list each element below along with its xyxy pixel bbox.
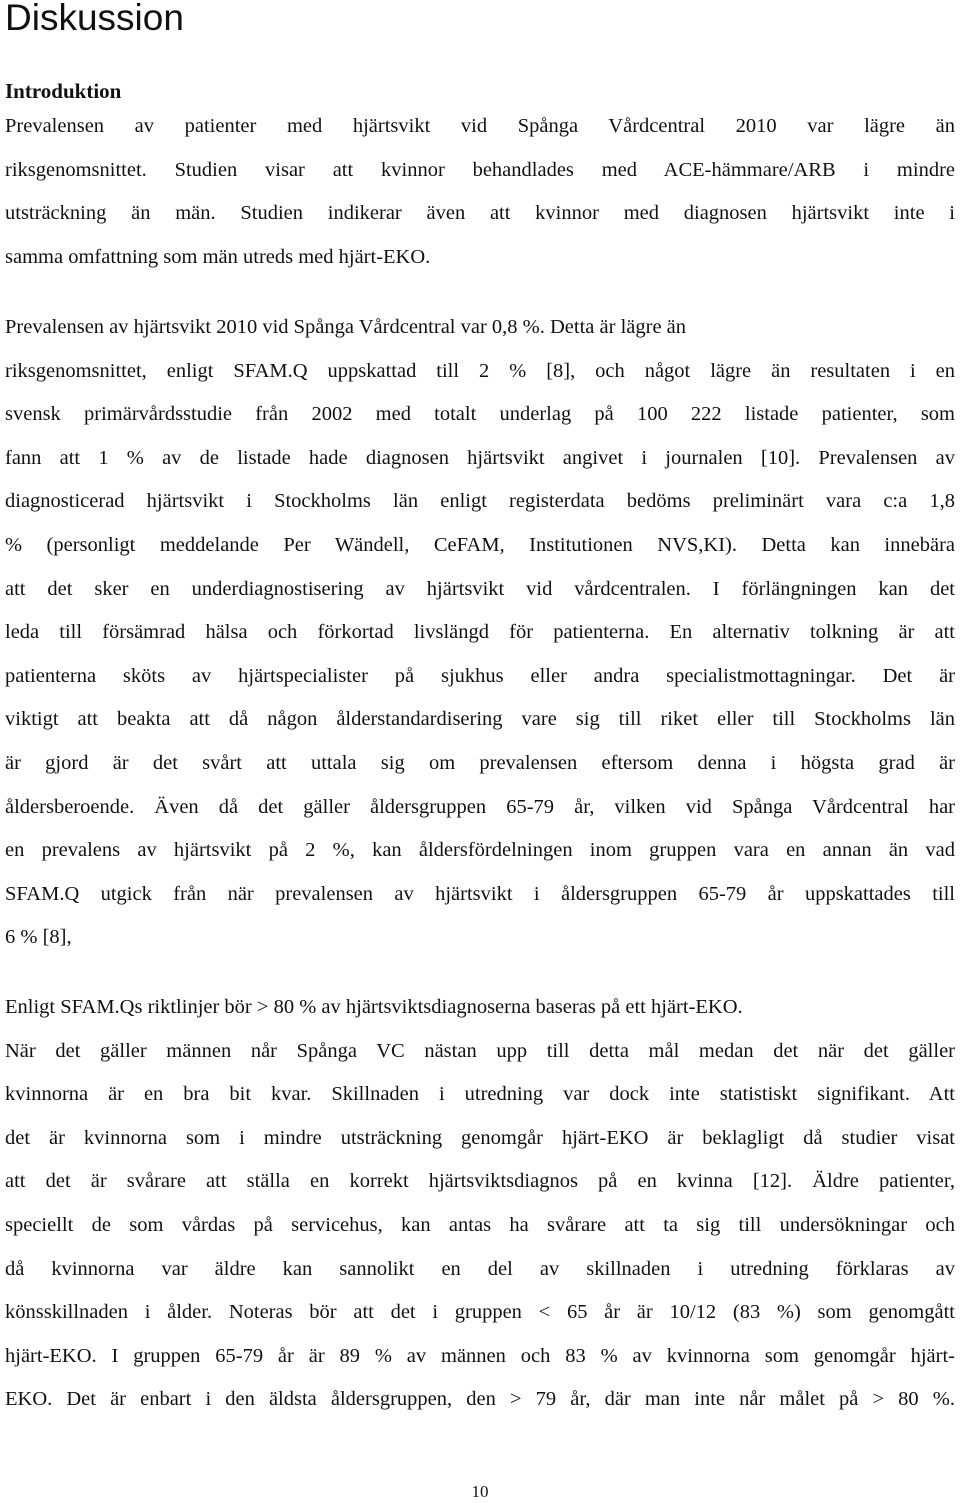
paragraph-2 xyxy=(5,306,955,960)
paragraph-line: samma omfattning som män utreds med hjärt-EKO. xyxy=(5,245,431,268)
paragraph-line: När det gäller männen når Spånga VC nästan upp till detta mål medan det när det gäller xyxy=(5,1039,955,1062)
paragraph-line: att det är svårare att ställa en korrekt hjärtsviktsdiagnos på en kvinna [12]. Äldre patienter, xyxy=(5,1170,955,1193)
paragraph-line: svensk primärvårdsstudie från 2002 med totalt underlag på 100 222 listade patienter, som xyxy=(5,403,955,426)
paragraph-line: fann att 1 % av de listade hade diagnosen hjärtsvikt angivet i journalen [10]. Prevalensen av xyxy=(5,446,955,469)
paragraph-line: kvinnorna är en bra bit kvar. Skillnaden i utredning var dock inte statistiskt signifikant. Att xyxy=(5,1083,955,1106)
paragraph-line: utsträckning än män. Studien indikerar även att kvinnor med diagnosen hjärtsvikt inte i xyxy=(5,202,955,225)
paragraph-line: leda till försämrad hälsa och förkortad livslängd för patienterna. En alternativ tolkning är att xyxy=(5,621,955,644)
paragraph-line: åldersberoende. Även då det gäller åldersgruppen 65-79 år, vilken vid Spånga Vårdcentral har xyxy=(5,795,955,818)
paragraph-line: riksgenomsnittet. Studien visar att kvinnor behandlades med ACE-hämmare/ARB i mindre xyxy=(5,158,955,181)
paragraph-line: det är kvinnorna som i mindre utsträckning genomgår hjärt-EKO är beklagligt då studier visat xyxy=(5,1126,955,1149)
paragraph-3 xyxy=(5,986,955,1422)
paragraph-line: EKO. Det är enbart i den äldsta åldersgruppen, den > 79 år, där man inte når målet på > 80 %. xyxy=(5,1388,955,1411)
paragraph-line: riksgenomsnittet, enligt SFAM.Q uppskattad till 2 % [8], och något lägre än resultaten i en xyxy=(5,359,955,382)
paragraph-line: SFAM.Q utgick från när prevalensen av hjärtsvikt i åldersgruppen 65-79 år uppskattades till xyxy=(5,882,955,905)
paragraph-line: att det sker en underdiagnostisering av hjärtsvikt vid vårdcentralen. I förlängningen kan det xyxy=(5,577,955,600)
section-heading: Introduktion xyxy=(5,79,122,103)
paragraph-line: diagnosticerad hjärtsvikt i Stockholms län enligt registerdata bedöms preliminärt vara c:a 1,8 xyxy=(5,490,955,513)
paragraph-line: speciellt de som vårdas på servicehus, kan antas ha svårare att ta sig till undersökningar och xyxy=(5,1213,955,1236)
paragraph-line: patienterna sköts av hjärtspecialister på sjukhus eller andra specialistmottagningar. Det är xyxy=(5,664,955,687)
paragraph-1 xyxy=(5,105,955,279)
paragraph-line: är gjord är det svårt att uttala sig om prevalensen eftersom denna i högsta grad är xyxy=(5,751,955,774)
paragraph-line: en prevalens av hjärtsvikt på 2 %, kan åldersfördelningen inom gruppen vara en annan än vad xyxy=(5,839,955,862)
paragraph-line: viktigt att beakta att då någon ålderstandardisering vare sig till riket eller till Stockholms län xyxy=(5,708,955,731)
paragraph-line: 6 % [8], xyxy=(5,926,72,949)
paragraph-line: Enligt SFAM.Qs riktlinjer bör > 80 % av hjärtsviktsdiagnoserna baseras på ett hjärt-EKO. xyxy=(5,996,743,1018)
paragraph-line: hjärt-EKO. I gruppen 65-79 år är 89 % av männen och 83 % av kvinnorna som genomgår hjärt- xyxy=(5,1344,955,1367)
page-title: Diskussion xyxy=(5,0,184,38)
paragraph-line: könsskillnaden i ålder. Noteras bör att det i gruppen < 65 år är 10/12 (83 %) som genomgått xyxy=(5,1301,955,1324)
paragraph-line: Prevalensen av hjärtsvikt 2010 vid Spånga Vårdcentral var 0,8 %. Detta är lägre än xyxy=(5,316,687,338)
paragraph-line: % (personligt meddelande Per Wändell, CeFAM, Institutionen NVS,KI). Detta kan innebära xyxy=(5,533,955,556)
paragraph-line: då kvinnorna var äldre kan sannolikt en del av skillnaden i utredning förklaras av xyxy=(5,1257,955,1280)
page-number: 10 xyxy=(471,1482,489,1501)
paragraph-line: Prevalensen av patienter med hjärtsvikt vid Spånga Vårdcentral 2010 var lägre än xyxy=(5,115,955,137)
